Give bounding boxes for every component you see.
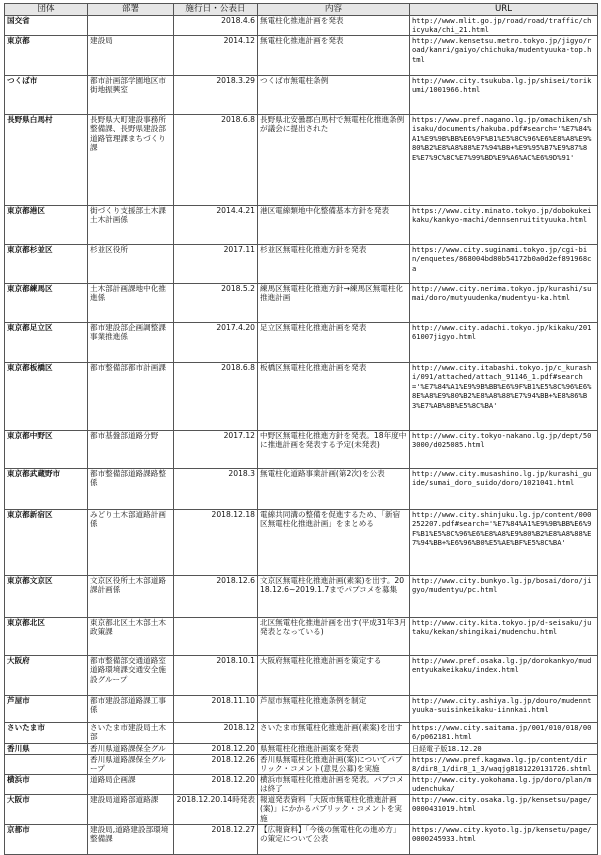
date-cell: 2018.12.27	[174, 825, 258, 855]
content-cell: 無電柱化道路事業計画(第2次)を公表	[258, 469, 410, 510]
content-cell: 港区電線類地中化整備基本方針を発表	[258, 206, 410, 245]
table-row	[5, 284, 598, 323]
url-cell: https://www.city.kyoto.lg.jp/kensetu/page/0000245933.html	[410, 825, 598, 855]
table-row	[5, 744, 598, 755]
org-cell: 長野県白馬村	[5, 115, 88, 206]
dept-cell: 都市建設部企画調整課事業推進係	[88, 323, 174, 363]
date-cell: 2018.10.1	[174, 656, 258, 696]
content-cell: 足立区無電柱化推進計画を発表	[258, 323, 410, 363]
org-cell: 大阪市	[5, 795, 88, 825]
url-cell: http://www.city.yokohama.lg.jp/doro/plan/mudenchuka/	[410, 775, 598, 795]
org-cell: つくば市	[5, 76, 88, 115]
dept-cell: 道路局企画課	[88, 775, 174, 795]
table-row	[5, 76, 598, 115]
table-row	[5, 723, 598, 744]
content-cell: さいたま市無電柱化推進計画(素案)を出す	[258, 723, 410, 744]
dept-cell: 都市基盤部道路分野	[88, 431, 174, 469]
date-cell	[174, 618, 258, 656]
table-row	[5, 431, 598, 469]
content-cell: 長野県北安曇郡白馬村で無電柱化推進条例が議会に提出された	[258, 115, 410, 206]
content-cell: 電線共同溝の整備を促進するため、「新宿区無電柱化推進計画」をまとめる	[258, 510, 410, 576]
dept-cell: 文京区役所土木部道路課計画係	[88, 576, 174, 618]
dept-cell: 建設局,道路建設部環境整備課	[88, 825, 174, 855]
date-cell: 2017.11	[174, 245, 258, 284]
dept-cell: 香川県道路課保全グループ	[88, 755, 174, 775]
table-row	[5, 795, 598, 825]
date-cell: 2018.12	[174, 723, 258, 744]
url-cell: https://www.city.saitama.jp/001/010/018/006/p062181.html	[410, 723, 598, 744]
dept-cell: 香川県道路課保全グル	[88, 744, 174, 755]
org-cell: 東京都杉並区	[5, 245, 88, 284]
date-cell: 2018.12.26	[174, 755, 258, 775]
table-row	[5, 510, 598, 576]
table-row	[5, 363, 598, 431]
header-dept: 部署	[88, 4, 174, 16]
url-cell: https://www.pref.nagano.lg.jp/omachiken/shisaku/documents/hakuba.pdf#search='%E7%84%A1%E9%9B%BB%E6%9F%B1%E5%8C%96%E6%E8%A8%E9%80%B2%E8%A8%88%E7%94%BB+%E9%95%B7%E9%87%8E%E7%9C%8C%E7%99%BD%E9%A6%AC%E6%9D%91'	[410, 115, 598, 206]
dept-cell: みどり土木部道路計画係	[88, 510, 174, 576]
table-row	[5, 36, 598, 76]
org-cell: 東京都新宿区	[5, 510, 88, 576]
url-cell: http://www.mlit.go.jp/road/road/traffic/chicyuka/chi_21.html	[410, 16, 598, 36]
url-cell: http://www.city.ashiya.lg.jp/douro/mudenntyuuka-suisinkeikaku-iinnkai.html	[410, 696, 598, 723]
content-cell: つくば市無電柱条例	[258, 76, 410, 115]
date-cell: 2017.12	[174, 431, 258, 469]
dept-cell: さいたま市建設局土木部	[88, 723, 174, 744]
header-date: 施行日・公表日	[174, 4, 258, 16]
content-cell: 大阪府無電柱化推進計画を策定する	[258, 656, 410, 696]
content-cell: 香川県無電柱化推進計画(案)についてパブリック・コメント(意見公募)を実施	[258, 755, 410, 775]
org-cell: 東京都板橋区	[5, 363, 88, 431]
dept-cell: 長野県大町建設事務所整備課、長野県建設部道路管理課まちづくり課	[88, 115, 174, 206]
table-row	[5, 576, 598, 618]
org-cell: 東京都	[5, 36, 88, 76]
content-cell: 報道発表資料「大阪市無電柱化推進計画(案)」にかかるパブリック・コメントを実施	[258, 795, 410, 825]
date-cell: 2018.6.8	[174, 115, 258, 206]
dept-cell: 都市建設部道路課工事係	[88, 696, 174, 723]
org-cell: さいたま市	[5, 723, 88, 744]
org-cell: 芦屋市	[5, 696, 88, 723]
content-cell: 県無電柱化推進計画案を発表	[258, 744, 410, 755]
date-cell: 2018.6.8	[174, 363, 258, 431]
date-cell: 2014.4.21	[174, 206, 258, 245]
table-row	[5, 323, 598, 363]
dept-cell: 都市整備部道路課路整係	[88, 469, 174, 510]
date-cell: 2018.4.6	[174, 16, 258, 36]
content-cell: 中野区無電柱化推進方針を発表。18年度中に推進計画を発表する予定(未発表)	[258, 431, 410, 469]
date-cell: 2018.12.20	[174, 744, 258, 755]
url-cell: http://www.kensetsu.metro.tokyo.jp/jigyo/road/kanri/gaiyo/chichuka/mudentyuuka-top.html	[410, 36, 598, 76]
org-cell: 京都市	[5, 825, 88, 855]
header-org: 団体	[5, 4, 88, 16]
date-cell: 2018.11.10	[174, 696, 258, 723]
url-cell: http://www.city.tsukuba.lg.jp/shisei/torikumi/1001966.html	[410, 76, 598, 115]
table-body	[5, 16, 598, 855]
dept-cell: 土木部計画課地中化推進係	[88, 284, 174, 323]
url-cell: https://www.city.suginami.tokyo.jp/cgi-bin/enquetes/868004bd80b54172b0a0d2ef891968ca	[410, 245, 598, 284]
table-row	[5, 755, 598, 775]
content-cell: 横浜市無電柱化推進計画を発表。パブコメは終了	[258, 775, 410, 795]
url-cell: http://www.city.bunkyo.lg.jp/bosai/doro/jigyo/mudentyu/pc.html	[410, 576, 598, 618]
table-row	[5, 618, 598, 656]
date-cell: 2018.3	[174, 469, 258, 510]
date-cell: 2017.4.20	[174, 323, 258, 363]
content-cell: 【広報資料】「今後の無電柱化の進め方」の策定について公表	[258, 825, 410, 855]
date-cell: 2018.12.20	[174, 775, 258, 795]
table-header-row	[5, 4, 598, 16]
date-cell: 2018.12.18	[174, 510, 258, 576]
dept-cell: 東京都北区土木部土木政策課	[88, 618, 174, 656]
date-cell: 2018.12.20.14時発表	[174, 795, 258, 825]
content-cell: 無電柱化推進計画を発表	[258, 16, 410, 36]
table-row	[5, 245, 598, 284]
dept-cell: 都市整備部都市計画課	[88, 363, 174, 431]
org-cell: 東京都中野区	[5, 431, 88, 469]
date-cell: 2018.3.29	[174, 76, 258, 115]
policy-table	[4, 3, 598, 855]
dept-cell: 都市計画部学園地区市街地振興室	[88, 76, 174, 115]
table-row	[5, 696, 598, 723]
org-cell: 横浜市	[5, 775, 88, 795]
table-row	[5, 469, 598, 510]
content-cell: 杉並区無電柱化推進方針を発表	[258, 245, 410, 284]
org-cell: 東京都練馬区	[5, 284, 88, 323]
dept-cell	[88, 16, 174, 36]
org-cell: 東京都足立区	[5, 323, 88, 363]
org-cell: 東京都港区	[5, 206, 88, 245]
org-cell: 国交省	[5, 16, 88, 36]
table-row	[5, 656, 598, 696]
url-cell: 日経電子版18.12.20	[410, 744, 598, 755]
dept-cell: 建設局道路部道路課	[88, 795, 174, 825]
header-content: 内容	[258, 4, 410, 16]
document-page	[4, 3, 597, 855]
org-cell: 東京都北区	[5, 618, 88, 656]
dept-cell: 杉並区役所	[88, 245, 174, 284]
org-cell: 東京都文京区	[5, 576, 88, 618]
content-cell: 北区無電柱化推進計画を出す(平成31年3月発表となっている)	[258, 618, 410, 656]
dept-cell: 建設局	[88, 36, 174, 76]
content-cell: 板橋区無電柱化推進計画を発表	[258, 363, 410, 431]
url-cell: http://www.city.nerima.tokyo.jp/kurashi/sumai/doro/mutyuudenka/mudentyu-ka.html	[410, 284, 598, 323]
url-cell: http://www.city.tokyo-nakano.lg.jp/dept/503000/d025085.html	[410, 431, 598, 469]
url-cell: http://www.city.kita.tokyo.jp/d-seisaku/jutaku/kekan/shingikai/mudenchu.html	[410, 618, 598, 656]
url-cell: https://www.pref.kagawa.lg.jp/content/dir8/dir8_1/dir8_1_3/waqjg8181220131726.shtml	[410, 755, 598, 775]
org-cell: 東京都武蔵野市	[5, 469, 88, 510]
table-row	[5, 206, 598, 245]
url-cell: http://www.pref.osaka.lg.jp/dorokankyo/mudentyukakeikaku/index.html	[410, 656, 598, 696]
url-cell: http://www.city.musashino.lg.jp/kurashi_guide/sumai_doro_suido/doro/1021041.html	[410, 469, 598, 510]
content-cell: 芦屋市無電柱化推進条例を制定	[258, 696, 410, 723]
table-row	[5, 16, 598, 36]
content-cell: 文京区無電柱化推進計画(素案)を出す。2018.12.6~2019.1.7までパブコメを募集	[258, 576, 410, 618]
dept-cell: 街づくり支援部土木課土木計画係	[88, 206, 174, 245]
url-cell: http://www.city.shinjuku.lg.jp/content/000252207.pdf#search='%E7%84%A1%E9%9B%BB%E6%9F%B1%E5%8C%96%E6%E8%A8%E9%80%B2%E8%A8%88%E7%94%BB+%E6%96%B0%E5%AE%BF%E5%8C%BA'	[410, 510, 598, 576]
content-cell: 無電柱化推進計画を発表	[258, 36, 410, 76]
content-cell: 練馬区無電柱化推進方針→練馬区無電柱化推進計画	[258, 284, 410, 323]
table-row	[5, 825, 598, 855]
date-cell: 2018.12.6	[174, 576, 258, 618]
table-row	[5, 115, 598, 206]
org-cell: 香川県	[5, 744, 88, 755]
org-cell	[5, 755, 88, 775]
url-cell: http://www.city.itabashi.tokyo.jp/c_kurashi/091/attached/attach_91146_1.pdf#search='%E7%84%A1%E9%9B%BB%E6%9F%B1%E5%8C%96%E6%8E%A8%E9%80%B2%E8%A8%88%E7%94%BB+%E8%86%B3%E7%AB%8B%E5%8C%BA'	[410, 363, 598, 431]
org-cell: 大阪府	[5, 656, 88, 696]
url-cell: http://www.city.osaka.lg.jp/kensetsu/page/0000431019.html	[410, 795, 598, 825]
date-cell: 2014.12	[174, 36, 258, 76]
table-row	[5, 775, 598, 795]
dept-cell: 都市整備部交通道路室道路環境課交通安全施設グループ	[88, 656, 174, 696]
date-cell: 2018.5.2	[174, 284, 258, 323]
url-cell: http://www.city.adachi.tokyo.jp/kikaku/20161007jigyo.html	[410, 323, 598, 363]
url-cell: https://www.city.minato.tokyo.jp/dobokukeikaku/kankyo-machi/dennsenruitityuuka.html	[410, 206, 598, 245]
header-url: URL	[410, 4, 598, 16]
